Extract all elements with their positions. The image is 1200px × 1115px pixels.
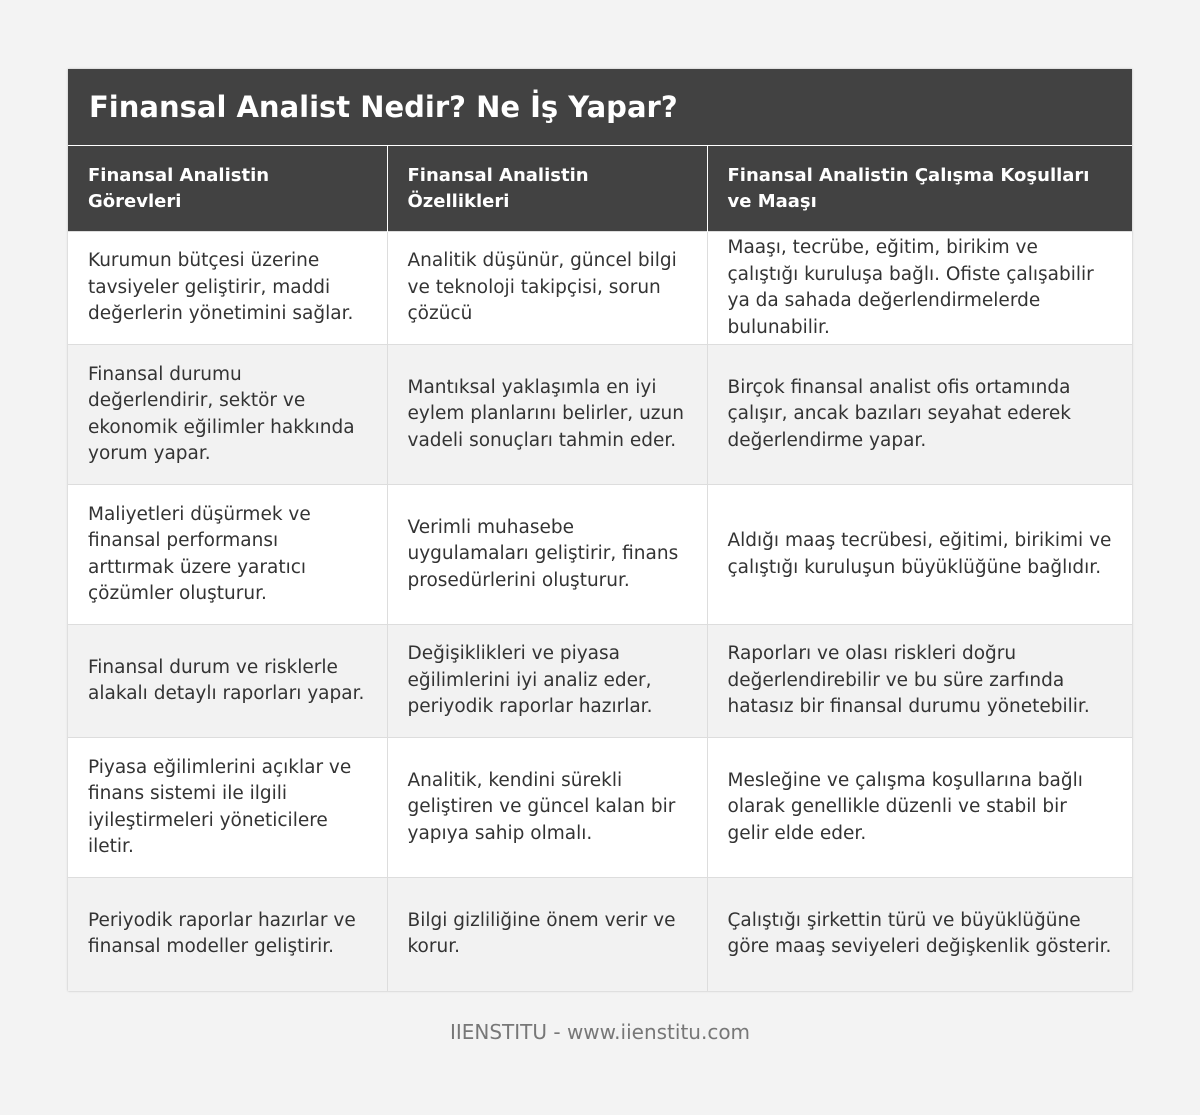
- table-cell: Aldığı maaş tecrübesi, eğitimi, birikimi ve çalıştığı kuruluşun büyüklüğüne bağlıdır.: [707, 485, 1132, 625]
- column-header-duties: Finansal Analistin Görevleri: [68, 146, 387, 232]
- table-cell: Mantıksal yaklaşımla en iyi eylem planlarını belirler, uzun vadeli sonuçları tahmin eder.: [387, 345, 707, 485]
- data-table: [68, 145, 1132, 991]
- table-row: [68, 232, 1132, 345]
- table-cell: Analitik, kendini sürekli geliştiren ve güncel kalan bir yapıya sahip olmalı.: [387, 738, 707, 878]
- table-card: [68, 69, 1132, 991]
- table-cell: Değişiklikleri ve piyasa eğilimlerini iyi analiz eder, periyodik raporlar hazırlar.: [387, 625, 707, 738]
- table-cell: Verimli muhasebe uygulamaları geliştirir, finans prosedürlerini oluşturur.: [387, 485, 707, 625]
- table-cell: Maliyetleri düşürmek ve finansal performansı arttırmak üzere yaratıcı çözümler oluşturur.: [68, 485, 387, 625]
- table-row: [68, 345, 1132, 485]
- table-cell: Birçok finansal analist ofis ortamında çalışır, ancak bazıları seyahat ederek değerlendirme yapar.: [707, 345, 1132, 485]
- table-row: [68, 878, 1132, 991]
- header-row: [68, 146, 1132, 232]
- table-cell: Raporları ve olası riskleri doğru değerlendirebilir ve bu süre zarfında hatasız bir finansal durumu yönetebilir.: [707, 625, 1132, 738]
- table-row: [68, 625, 1132, 738]
- column-header-conditions: Finansal Analistin Çalışma Koşulları ve Maaşı: [707, 146, 1132, 232]
- table-cell: Piyasa eğilimlerini açıklar ve finans sistemi ile ilgili iyileştirmeleri yöneticilere iletir.: [68, 738, 387, 878]
- column-header-traits: Finansal Analistin Özellikleri: [387, 146, 707, 232]
- table-cell: Analitik düşünür, güncel bilgi ve teknoloji takipçisi, sorun çözücü: [387, 232, 707, 345]
- table-cell: Bilgi gizliliğine önem verir ve korur.: [387, 878, 707, 991]
- table-row: [68, 485, 1132, 625]
- table-cell: Çalıştığı şirkettin türü ve büyüklüğüne göre maaş seviyeleri değişkenlik gösterir.: [707, 878, 1132, 991]
- table-cell: Maaşı, tecrübe, eğitim, birikim ve çalıştığı kuruluşa bağlı. Ofiste çalışabilir ya da sahada değerlendirmelerde bulunabilir.: [707, 232, 1132, 345]
- footer-credit: IIENSTITU - www.iienstitu.com: [449, 1020, 751, 1044]
- table-cell: Mesleğine ve çalışma koşullarına bağlı olarak genellikle düzenli ve stabil bir gelir elde eder.: [707, 738, 1132, 878]
- table-row: [68, 738, 1132, 878]
- table-cell: Finansal durum ve risklerle alakalı detaylı raporları yapar.: [68, 625, 387, 738]
- table-cell: Kurumun bütçesi üzerine tavsiyeler geliştirir, maddi değerlerin yönetimini sağlar.: [68, 232, 387, 345]
- page-title: Finansal Analist Nedir? Ne İş Yapar?: [68, 69, 1132, 145]
- table-cell: Periyodik raporlar hazırlar ve finansal modeller geliştirir.: [68, 878, 387, 991]
- table-cell: Finansal durumu değerlendirir, sektör ve ekonomik eğilimler hakkında yorum yapar.: [68, 345, 387, 485]
